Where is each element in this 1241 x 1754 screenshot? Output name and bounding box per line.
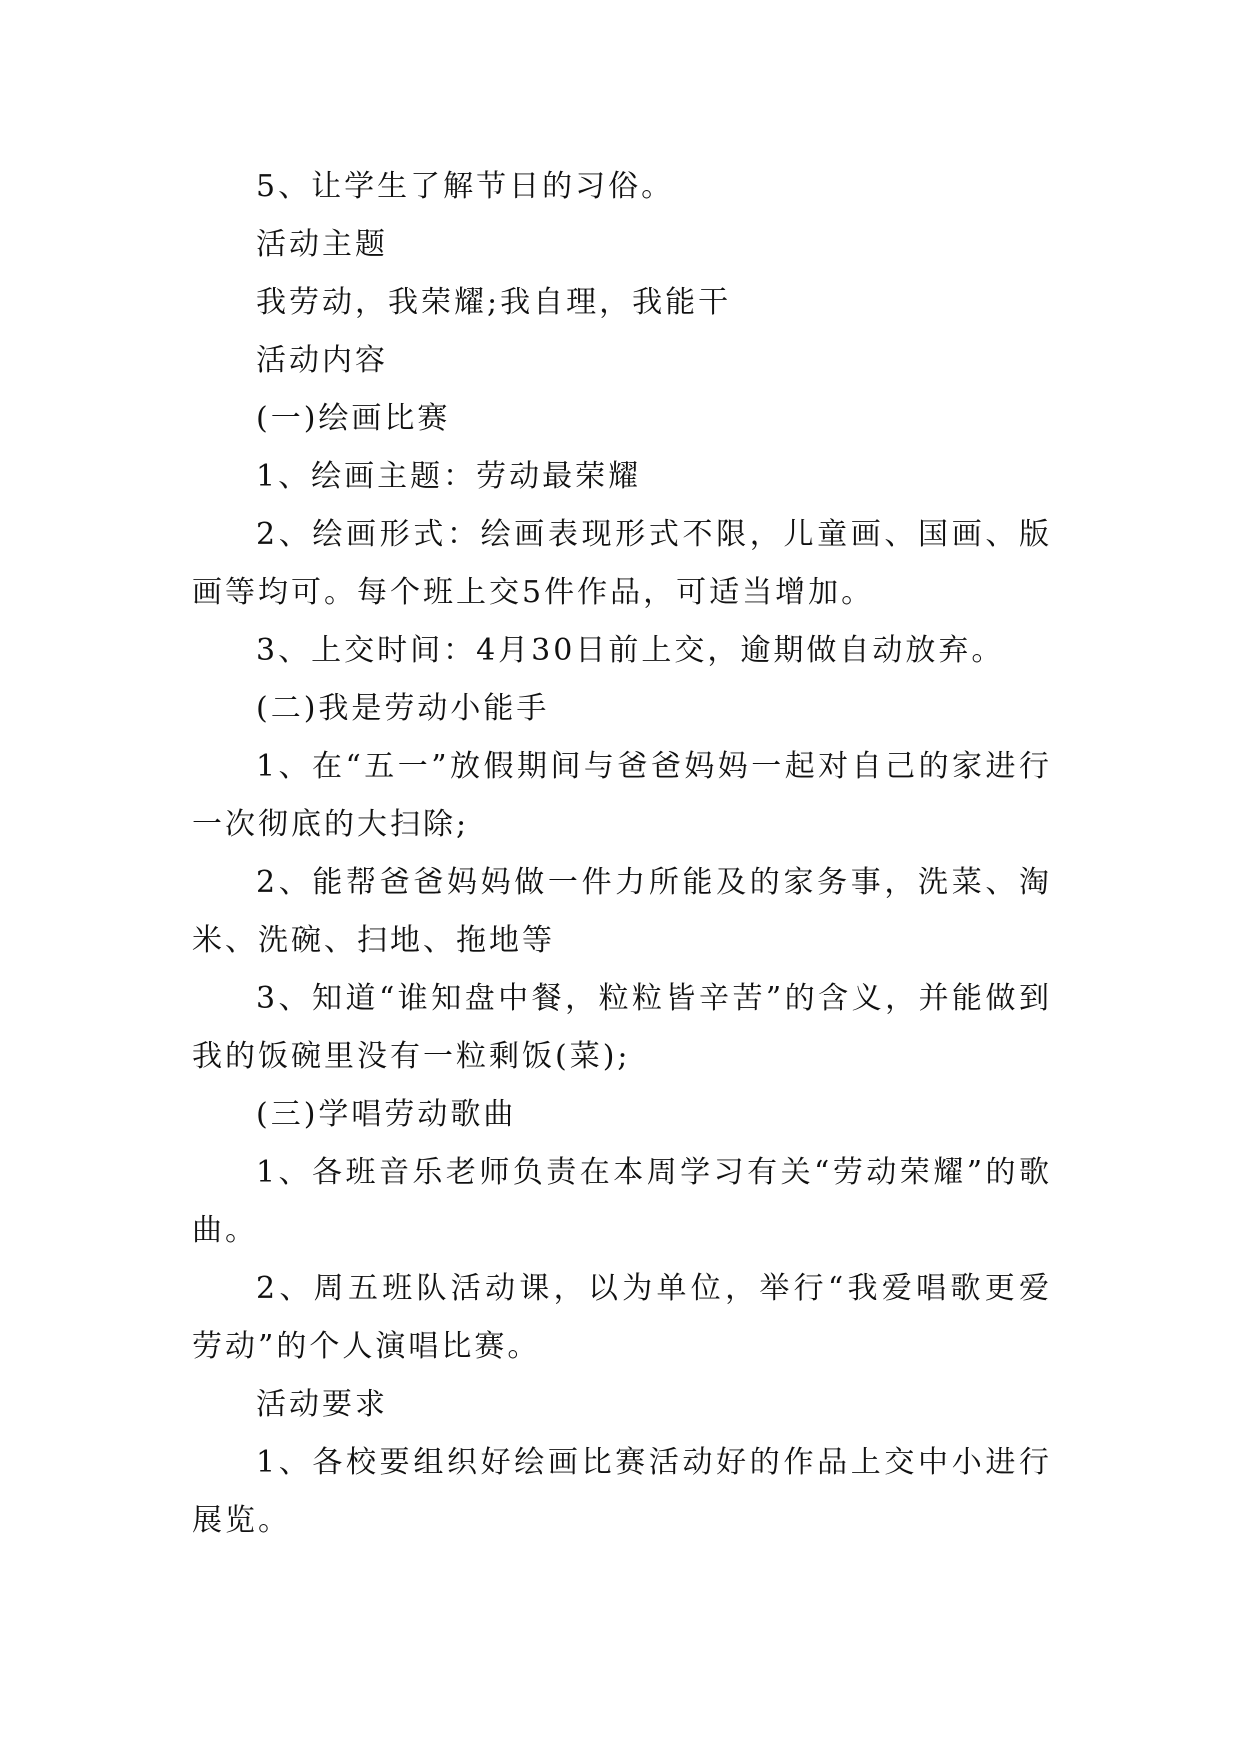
paragraph-music-teachers: 1、各班音乐老师负责在本周学习有关“劳动荣耀”的歌曲。	[192, 1155, 1052, 1248]
paragraph-no-waste: 3、知道“谁知盘中餐，粒粒皆辛苦”的含义，并能做到我的饭碗里没有一粒剩饭(菜);	[192, 981, 1052, 1074]
paragraph-cleaning: 1、在“五一”放假期间与爸爸妈妈一起对自己的家进行一次彻底的大扫除;	[192, 749, 1052, 842]
paragraph-drawing-form: 2、绘画形式：绘画表现形式不限，儿童画、国画、版画等均可。每个班上交5件作品，可适当增加。	[192, 517, 1052, 610]
paragraph-housework: 2、能帮爸爸妈妈做一件力所能及的家务事，洗菜、淘米、洗碗、扫地、拖地等	[192, 865, 1052, 958]
subheading-drawing-contest: (一)绘画比赛	[256, 401, 451, 436]
heading-activity-content: 活动内容	[256, 343, 388, 378]
paragraph-drawing-theme: 1、绘画主题：劳动最荣耀	[256, 459, 642, 494]
subheading-labor-songs: (三)学唱劳动歌曲	[256, 1097, 517, 1132]
paragraph-singing-contest: 2、周五班队活动课，以为单位，举行“我爱唱歌更爱劳动”的个人演唱比赛。	[192, 1271, 1052, 1364]
paragraph-submit-time: 3、上交时间：4月30日前上交，逾期做自动放弃。	[256, 633, 1005, 668]
paragraph-exhibition: 1、各校要组织好绘画比赛活动好的作品上交中小进行展览。	[192, 1445, 1052, 1538]
heading-activity-requirements: 活动要求	[256, 1387, 388, 1422]
subheading-labor-helper: (二)我是劳动小能手	[256, 691, 550, 726]
paragraph-theme-text: 我劳动，我荣耀;我自理，我能干	[256, 285, 732, 320]
document-body	[192, 158, 1052, 1550]
heading-activity-theme: 活动主题	[256, 227, 388, 262]
paragraph-customs: 5、让学生了解节日的习俗。	[256, 169, 675, 204]
